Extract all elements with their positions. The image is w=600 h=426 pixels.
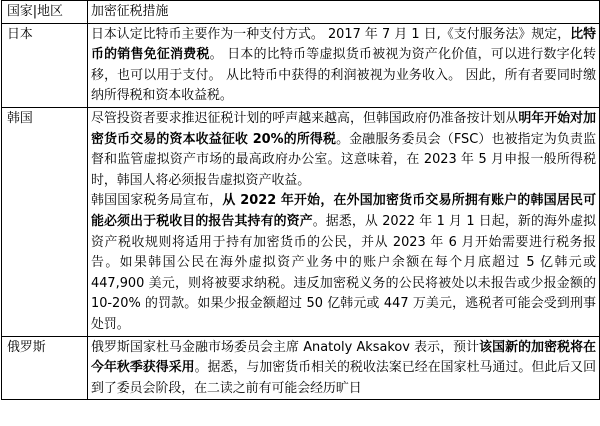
text-run: 。 日本的比特币等虚拟货币被视为资产化价值，可以进行数字化转移，也可以用于支付。 从比特币中获得的利润被视为业务收入。 因此，所有者要同时缴纳所得税和资本收益税。 (91, 47, 596, 104)
text-run: 。金融服务委员会（FSC）也被指定为负责监督和监管虚拟资产市场的最高政府办公室。这意味着，在 2023 年 5 月申报一般所得税时，韩国人将必须报告虚拟资产收益。 (91, 131, 596, 188)
text-run: 韩国国家税务局宣布， (91, 193, 223, 209)
table-row-russia (2, 336, 600, 400)
emphasized-text: 比特币的销售免征消费税 (91, 26, 597, 63)
measure-paragraph (91, 191, 596, 335)
emphasized-text: 明年开始对加密货币交易的资本收益征收 20%的所得税 (91, 110, 597, 147)
country-cell: 韩国 (2, 107, 88, 336)
text-run: 。据悉，与加密货币相关的税收法案已经在国家杜马通过。但此后又回到了委员会阶段，在二读之前有可能会经历旷日 (91, 360, 597, 396)
text-run: 日本认定比特币主要作为一种支付方式。 2017 年 7 月 1 日,《支付服务法》规定， (91, 26, 571, 42)
measure-paragraph (91, 109, 596, 191)
measure-paragraph (91, 338, 596, 400)
measures-cell (88, 23, 600, 107)
emphasized-text: 该国新的加密税将在今年秋季获得采用 (91, 339, 597, 376)
table-row-korea (2, 107, 600, 336)
emphasized-text: 从 2022 年开始，在外国加密货币交易所拥有账户的韩国居民可能必须出于税收目的报告其持有的资产 (91, 193, 597, 229)
measures-cell (88, 336, 600, 400)
measure-paragraph (91, 25, 596, 107)
text-run: 尽管投资者要求推迟征税计划的呼声越来越高，但韩国政府仍准备按计划从 (91, 110, 519, 126)
country-cell: 俄罗斯 (2, 336, 88, 400)
measures-cell (88, 107, 600, 336)
country-cell: 日本 (2, 23, 88, 107)
text-run: 俄罗斯国家杜马金融市场委员会主席 Anatoly Aksakov 表示，预计 (91, 339, 480, 355)
text-run: 。据悉，从 2022 年 1 月 1 日起，新的海外虚拟资产税收规则将适用于持有加密货币的公民，并从 2023 年 6 月开始需要进行税务报告。如果韩国公民在海外虚拟资产业务中的账户余额在每个月底超过 5 亿韩元或 447,900 美元，则将被要求纳税。违反加密税义务的公民将被处以未报告或少报金额的 10-20% 的罚款。如果少报金额超过 50 亿韩元或 447 万美元，逃税者可能会受到刑事处罚。 (91, 213, 597, 332)
table-row-japan (2, 23, 600, 107)
table-header-row (2, 1, 600, 24)
header-measures: 加密征税措施 (88, 1, 600, 24)
crypto-tax-table (1, 0, 600, 400)
header-country: 国家|地区 (2, 1, 88, 24)
